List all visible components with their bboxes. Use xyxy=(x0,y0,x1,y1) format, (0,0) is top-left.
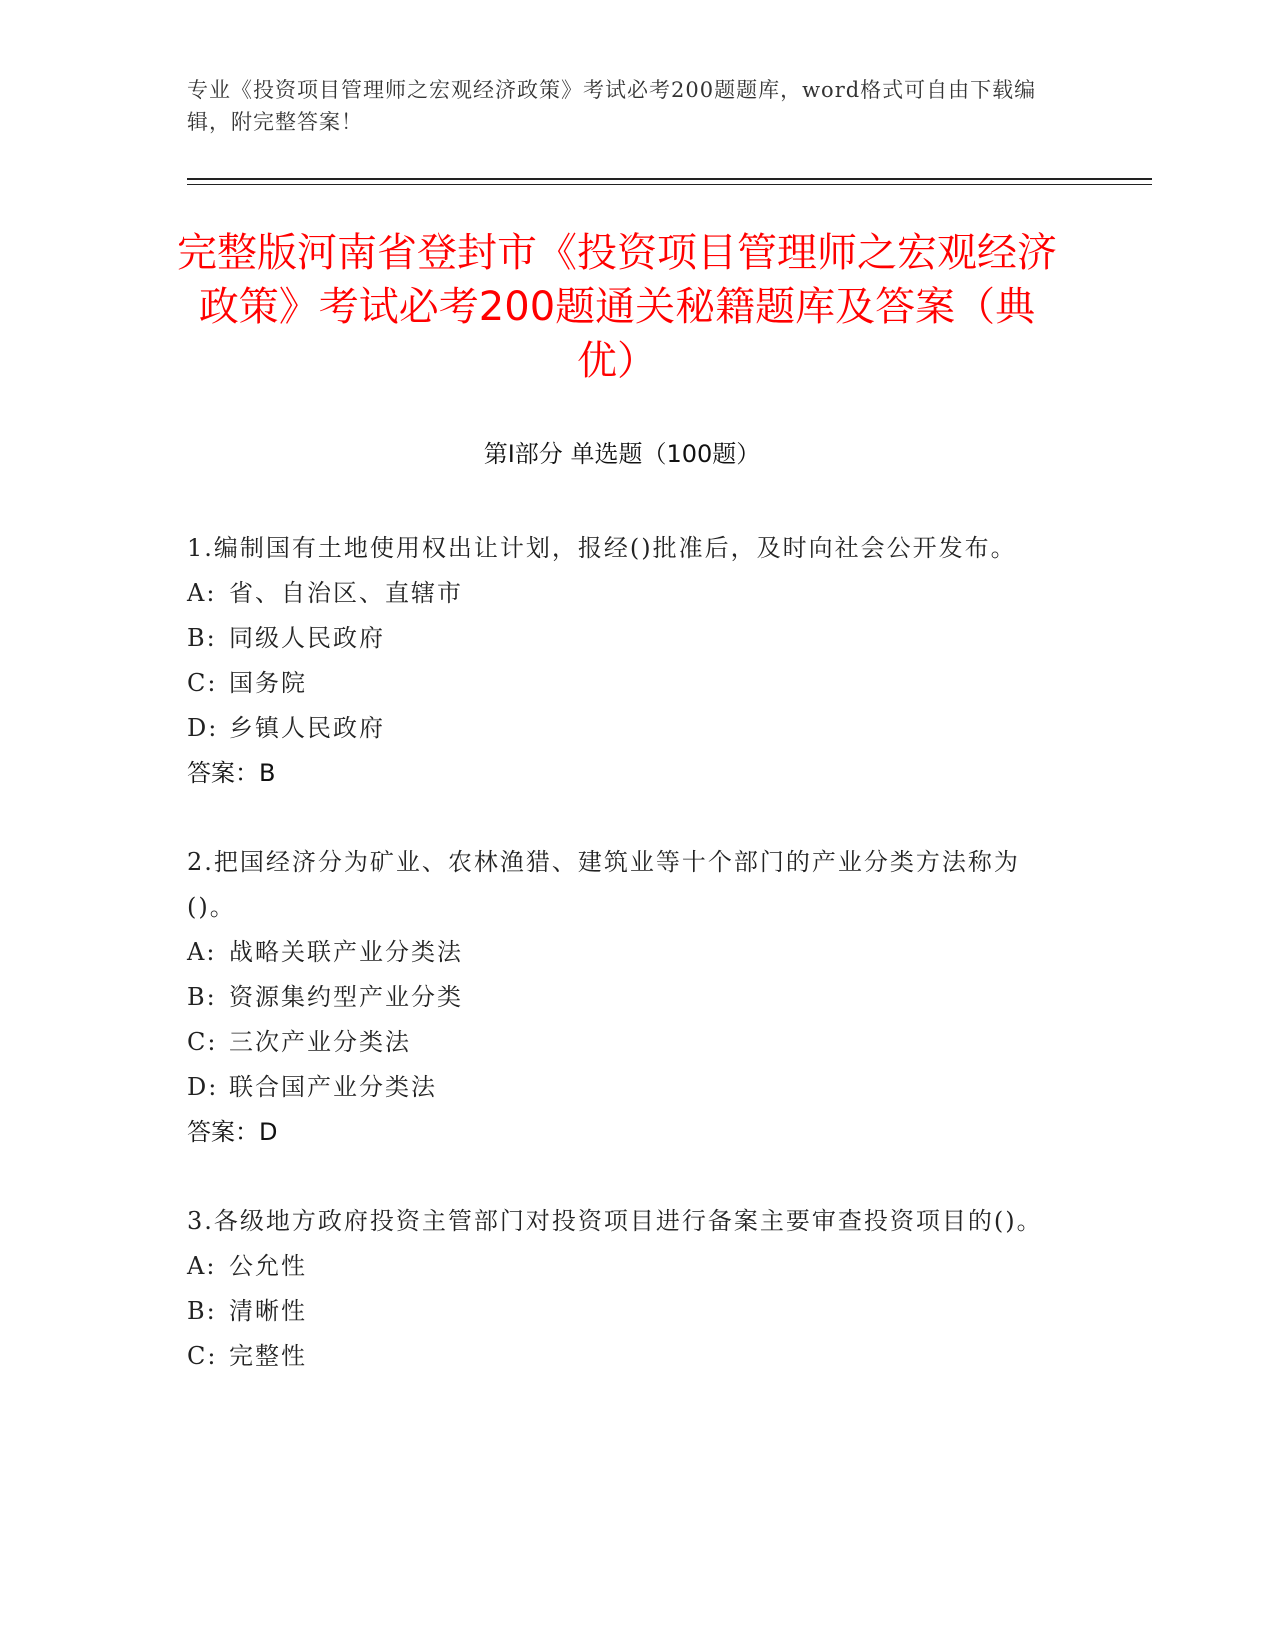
option-text: 战略关联产业分类法 xyxy=(229,938,463,966)
option-a xyxy=(187,930,1067,975)
question-stem: 2.把国经济分为矿业、农林渔猎、建筑业等十个部门的产业分类方法称为()。 xyxy=(187,848,1020,921)
question-1 xyxy=(187,526,1067,796)
option-key: C: xyxy=(187,669,218,697)
option-text: 国务院 xyxy=(229,669,307,697)
option-text: 资源集约型产业分类 xyxy=(229,983,463,1011)
option-b xyxy=(187,975,1067,1020)
option-text: 同级人民政府 xyxy=(229,624,385,652)
option-key: D: xyxy=(187,714,219,742)
option-key: C: xyxy=(187,1342,218,1370)
option-key: B: xyxy=(187,624,217,652)
option-b xyxy=(187,616,1067,661)
option-key: C: xyxy=(187,1028,218,1056)
option-key: D: xyxy=(187,1073,219,1101)
question-2 xyxy=(187,840,1067,1155)
header-divider-thin xyxy=(187,184,1152,185)
question-list xyxy=(187,526,1067,1423)
option-a xyxy=(187,571,1067,616)
option-c xyxy=(187,661,1067,706)
option-a xyxy=(187,1244,1067,1289)
header-note: 专业《投资项目管理师之宏观经济政策》考试必考200题题库，word格式可自由下载编辑，附完整答案！ xyxy=(187,78,1037,134)
question-stem: 1.编制国有土地使用权出让计划，报经()批准后，及时向社会公开发布。 xyxy=(187,534,1017,562)
option-c xyxy=(187,1020,1067,1065)
question-3 xyxy=(187,1199,1067,1379)
option-key: B: xyxy=(187,1297,217,1325)
option-d xyxy=(187,706,1067,751)
option-key: A: xyxy=(187,579,217,607)
question-answer: 答案：B xyxy=(187,759,276,787)
header-divider-thick xyxy=(187,178,1152,180)
option-b xyxy=(187,1289,1067,1334)
option-text: 完整性 xyxy=(229,1342,307,1370)
option-text: 联合国产业分类法 xyxy=(229,1073,437,1101)
option-text: 乡镇人民政府 xyxy=(229,714,385,742)
option-key: A: xyxy=(187,1252,217,1280)
option-text: 清晰性 xyxy=(229,1297,307,1325)
option-text: 三次产业分类法 xyxy=(229,1028,411,1056)
document-title: 完整版河南省登封市《投资项目管理师之宏观经济政策》考试必考200题通关秘籍题库及答案（典优） xyxy=(177,230,1057,384)
option-key: B: xyxy=(187,983,217,1011)
section-title: 第I部分 单选题（100题） xyxy=(483,440,761,468)
question-answer: 答案：D xyxy=(187,1118,278,1146)
question-stem: 3.各级地方政府投资主管部门对投资项目进行备案主要审查投资项目的()。 xyxy=(187,1207,1043,1235)
option-c xyxy=(187,1334,1067,1379)
option-d xyxy=(187,1065,1067,1110)
option-text: 省、自治区、直辖市 xyxy=(229,579,463,607)
option-key: A: xyxy=(187,938,217,966)
option-text: 公允性 xyxy=(229,1252,307,1280)
